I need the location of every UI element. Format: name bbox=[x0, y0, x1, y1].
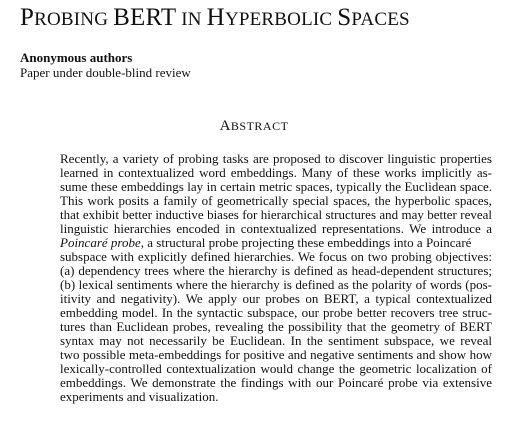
abstract-line bbox=[60, 236, 492, 250]
abstract-body bbox=[60, 152, 492, 404]
abstract-line: experiments and visualization. bbox=[60, 389, 219, 404]
review-note: Paper under double-blind review bbox=[20, 65, 191, 80]
abstract-heading-rest: BSTRACT bbox=[230, 119, 289, 133]
title-initial-h: H bbox=[206, 4, 225, 31]
abstract-line: that exhibit better inductive biases for hierarchical structures and may better reveal bbox=[60, 207, 492, 222]
abstract-line: embeddings. We demonstrate the findings with our Poincaré probe via extensive bbox=[60, 375, 492, 390]
abstract-line: (b) lexical sentiments where the hierarchy is defined as the polarity of words (pos- bbox=[60, 277, 492, 292]
title-initial-s: S bbox=[337, 4, 352, 31]
paper-title bbox=[20, 4, 410, 32]
title-word-bert: BERT bbox=[113, 4, 177, 31]
abstract-line: embedding model. In the syntactic subspace, our probe better recovers tree struc- bbox=[60, 305, 492, 320]
abstract-heading-initial: A bbox=[219, 118, 231, 134]
abstract-line: (a) dependency trees where the hierarchy is defined as head-dependent structures; bbox=[60, 263, 492, 278]
poincare-probe-term: Poincaré probe bbox=[60, 235, 141, 250]
abstract-line: lexically-controlled contextualization would change the geometric localization of bbox=[60, 361, 492, 376]
abstract-line: linguistic hierarchies encoded in contextualized representations. We introduce a bbox=[60, 221, 492, 236]
abstract-line: Recently, a variety of probing tasks are proposed to discover linguistic properties bbox=[60, 151, 492, 166]
title-word-paces: PACES bbox=[351, 9, 410, 30]
abstract-line: subspace with explicitly defined hierarchies. We focus on two probing objectives: bbox=[60, 249, 492, 264]
title-word-robing: ROBING bbox=[34, 9, 114, 30]
abstract-line: tures than Euclidean probes, revealing the possibility that the geometry of BERT bbox=[60, 319, 492, 334]
abstract-line: learned in contextualized word embeddings. Many of these works implicitly as- bbox=[60, 165, 492, 180]
title-word-in: IN bbox=[176, 9, 207, 30]
abstract-heading bbox=[0, 118, 508, 135]
abstract-line: syntax may not necessarily be Euclidean. In the sentiment subspace, we reveal bbox=[60, 333, 492, 348]
abstract-line-rest: , a structural probe projecting these embeddings into a Poincaré bbox=[140, 235, 472, 250]
abstract-line: itivity and negativity). We apply our probes on BERT, a typical contextualized bbox=[60, 291, 492, 306]
abstract-line: two possible meta-embeddings for positive and negative sentiments and show how bbox=[60, 347, 492, 362]
title-initial-p: P bbox=[20, 4, 35, 31]
authors: Anonymous authors bbox=[20, 50, 133, 65]
abstract-line: This work posits a family of geometrically special spaces, the hyperbolic spaces, bbox=[60, 193, 492, 208]
title-word-yperbolic: YPERBOLIC bbox=[224, 9, 338, 30]
abstract-line: sume these embeddings lay in certain metric spaces, typically the Euclidean space. bbox=[60, 179, 492, 194]
